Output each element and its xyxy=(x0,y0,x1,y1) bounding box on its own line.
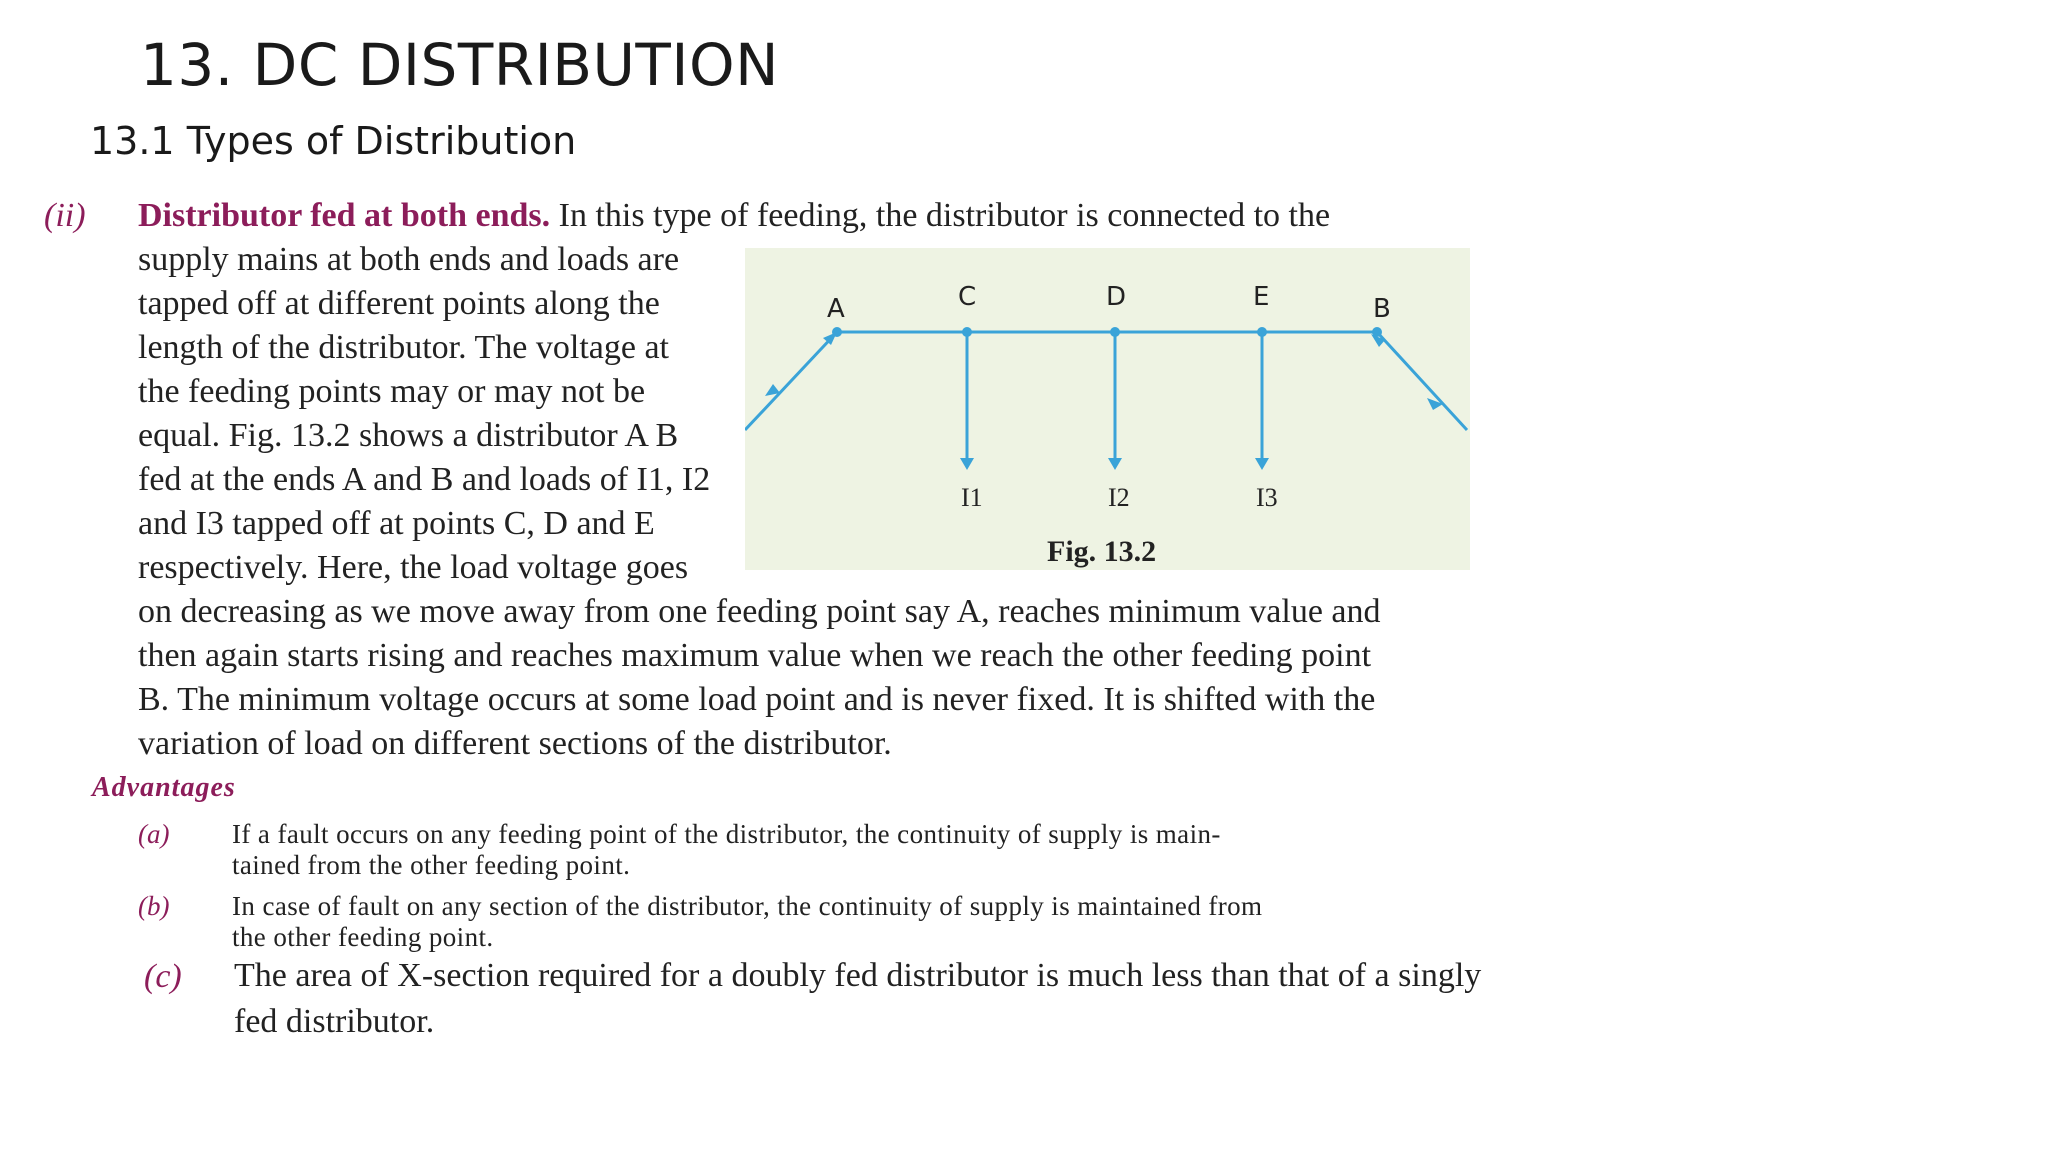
arrow-down-icon xyxy=(1108,458,1122,470)
paragraph-line: and I3 tapped off at points C, D and E xyxy=(138,505,655,542)
node-b-dot xyxy=(1372,327,1382,337)
node-a-dot xyxy=(832,327,842,337)
paragraph-line: on decreasing as we move away from one feeding point say A, reaches minimum value and xyxy=(138,593,1381,630)
load-label-i3: I3 xyxy=(1256,483,1278,512)
item-marker: (ii) xyxy=(44,197,86,234)
item-heading: Distributor fed at both ends. xyxy=(138,197,551,234)
arrow-down-icon xyxy=(1255,458,1269,470)
arrow-down-icon xyxy=(960,458,974,470)
distributor-diagram xyxy=(745,248,1470,570)
paragraph-line: supply mains at both ends and loads are xyxy=(138,241,680,278)
load-label-i1: I1 xyxy=(961,483,983,512)
node-label-c: C xyxy=(958,282,977,312)
slide-title: 13. DC DISTRIBUTION xyxy=(140,31,780,99)
advantage-b-label: (b) xyxy=(138,891,170,921)
first-line-text: In this type of feeding, the distributor is connected to the xyxy=(558,197,1331,234)
paragraph-line: the feeding points may or may not be xyxy=(138,373,646,410)
load-label-i2: I2 xyxy=(1108,483,1130,512)
section-subtitle: 13.1 Types of Distribution xyxy=(90,119,577,163)
figure-caption: Fig. 13.2 xyxy=(1047,535,1157,568)
feeder-line-b xyxy=(1377,332,1467,430)
node-d-dot xyxy=(1110,327,1120,337)
node-label-b: B xyxy=(1373,294,1391,324)
paragraph-first-line xyxy=(138,194,1330,238)
paragraph-line: variation of load on different sections of the distributor. xyxy=(138,725,892,762)
paragraph-line: equal. Fig. 13.2 shows a distributor A B xyxy=(138,417,679,454)
paragraph-line: B. The minimum voltage occurs at some load point and is never fixed. It is shifted with the xyxy=(138,681,1376,718)
advantage-a-line: If a fault occurs on any feeding point of the distributor, the continuity of supply is main- xyxy=(232,819,1221,849)
advantage-a-line: tained from the other feeding point. xyxy=(232,850,631,880)
advantage-c-line: fed distributor. xyxy=(234,1003,435,1040)
paragraph-line: respectively. Here, the load voltage goes xyxy=(138,549,689,586)
node-label-e: E xyxy=(1253,282,1270,312)
node-c-dot xyxy=(962,327,972,337)
figure-13-2 xyxy=(745,248,1470,570)
node-label-a: A xyxy=(827,294,845,324)
node-label-d: D xyxy=(1106,282,1127,312)
advantages-heading: Advantages xyxy=(92,772,236,803)
advantage-b-line: the other feeding point. xyxy=(232,922,494,952)
paragraph-line: fed at the ends A and B and loads of I1, I2 xyxy=(138,461,711,498)
paragraph-line: tapped off at different points along the xyxy=(138,285,660,322)
advantage-c-line: The area of X-section required for a doubly fed distributor is much less than that of a singly xyxy=(234,957,1482,994)
feeder-line-a xyxy=(745,332,837,430)
advantage-c-label: (c) xyxy=(144,958,182,995)
advantage-b-line: In case of fault on any section of the distributor, the continuity of supply is maintained from xyxy=(232,891,1263,921)
node-e-dot xyxy=(1257,327,1267,337)
paragraph-line: length of the distributor. The voltage at xyxy=(138,329,669,366)
paragraph-line: then again starts rising and reaches maximum value when we reach the other feeding point xyxy=(138,637,1372,674)
advantage-a-label: (a) xyxy=(138,819,170,849)
